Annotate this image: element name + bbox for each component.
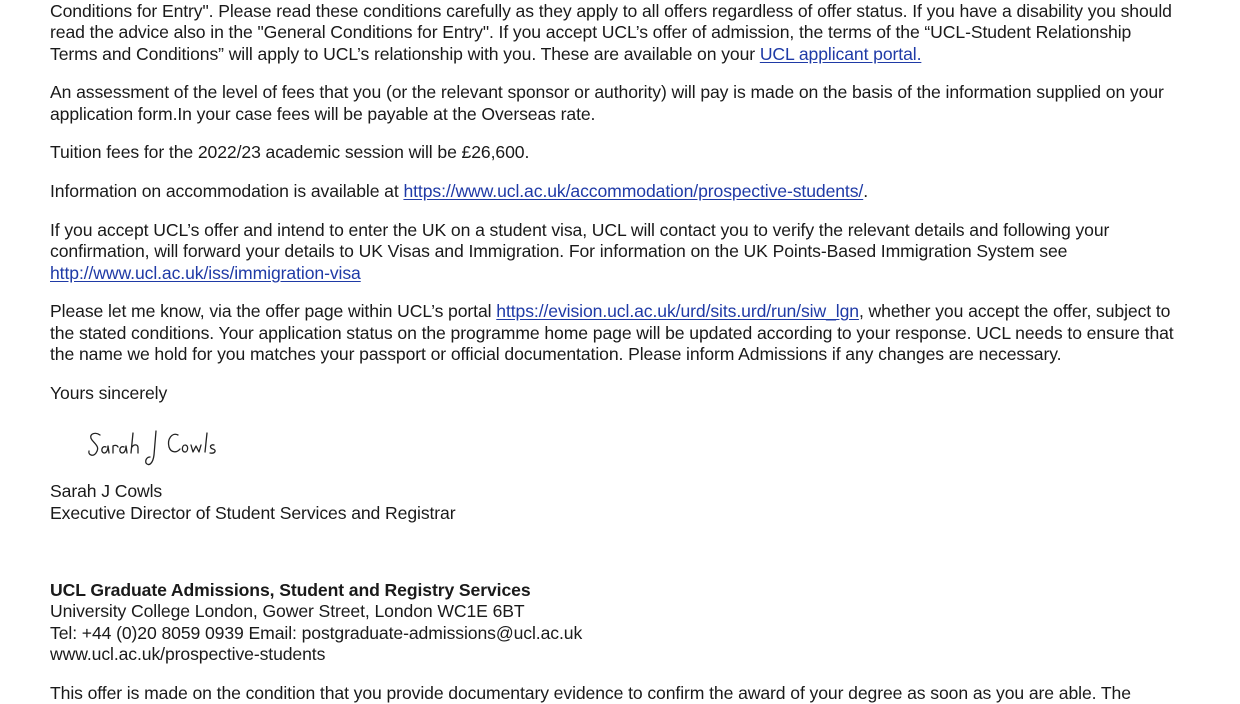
footer-contact: Tel: +44 (0)20 8059 0939 Email: postgraduate-admissions@ucl.ac.uk <box>50 623 583 643</box>
final-paragraph-line: This offer is made on the condition that you provide documentary evidence to confirm the award of your degree as soon as you are able. The <box>50 683 1131 703</box>
accommodation-text: Information on accommodation is available at <box>50 181 404 201</box>
visa-line-2: confirmation, will forward your details to UK Visas and Immigration. For information on the UK Points-Based Immigration System see <box>50 241 1068 261</box>
accommodation-end: . <box>863 181 869 201</box>
immigration-visa-link[interactable]: http://www.ucl.ac.uk/iss/immigration-visa <box>50 263 361 283</box>
accept-line-3: the name we hold for you matches your passport or official documentation. Please inform Admissions if any changes are necessary. <box>50 344 1062 364</box>
evision-portal-link[interactable]: https://evision.ucl.ac.uk/urd/sits.urd/run/siw_lgn <box>496 301 859 321</box>
tuition-fees-text: Tuition fees for the 2022/23 academic session will be £26,600. <box>50 142 530 162</box>
footer-address: University College London, Gower Street, London WC1E 6BT <box>50 601 525 621</box>
closing-text: Yours sincerely <box>50 383 168 403</box>
footer-web: www.ucl.ac.uk/prospective-students <box>50 644 326 664</box>
footer-org: UCL Graduate Admissions, Student and Registry Services <box>50 580 531 600</box>
conditions-line-2: read the advice also in the "General Conditions for Entry". If you accept UCL’s offer of admission, the terms of the “UCL-Student Relationship <box>50 22 1132 42</box>
accommodation-line <box>50 180 868 202</box>
accept-line-1-text: Please let me know, via the offer page within UCL’s portal <box>50 301 497 321</box>
signatory-title: Executive Director of Student Services and Registrar <box>50 503 456 523</box>
fees-line-1: An assessment of the level of fees that you (or the relevant sponsor or authority) will pay is made on the basis of the information supplied on your <box>50 82 1164 102</box>
signatory-name: Sarah J Cowls <box>50 481 163 501</box>
applicant-portal-link[interactable]: UCL applicant portal. <box>759 44 922 64</box>
visa-line-1: If you accept UCL’s offer and intend to enter the UK on a student visa, UCL will contact you to verify the relevant details and following your <box>50 220 1110 240</box>
conditions-line-1: Conditions for Entry". Please read these conditions carefully as they apply to all offers regardless of offer status. If you have a disability you should <box>50 1 1172 21</box>
accept-line-2: the stated conditions. Your application status on the programme home page will be updated according to your response. UCL needs to ensure that <box>50 323 1174 343</box>
fees-line-2: application form.In your case fees will be payable at the Overseas rate. <box>50 104 596 124</box>
conditions-line-3-text: Terms and Conditions” will apply to UCL’s relationship with you. These are available on your <box>50 44 760 64</box>
accept-line-1 <box>50 300 1170 322</box>
handwritten-signature <box>86 425 226 475</box>
accept-line-1-end: , whether you accept the offer, subject to <box>858 301 1171 321</box>
conditions-line-3 <box>50 43 921 65</box>
visa-line-3 <box>50 262 361 284</box>
accommodation-link[interactable]: https://www.ucl.ac.uk/accommodation/prospective-students/ <box>403 181 864 201</box>
